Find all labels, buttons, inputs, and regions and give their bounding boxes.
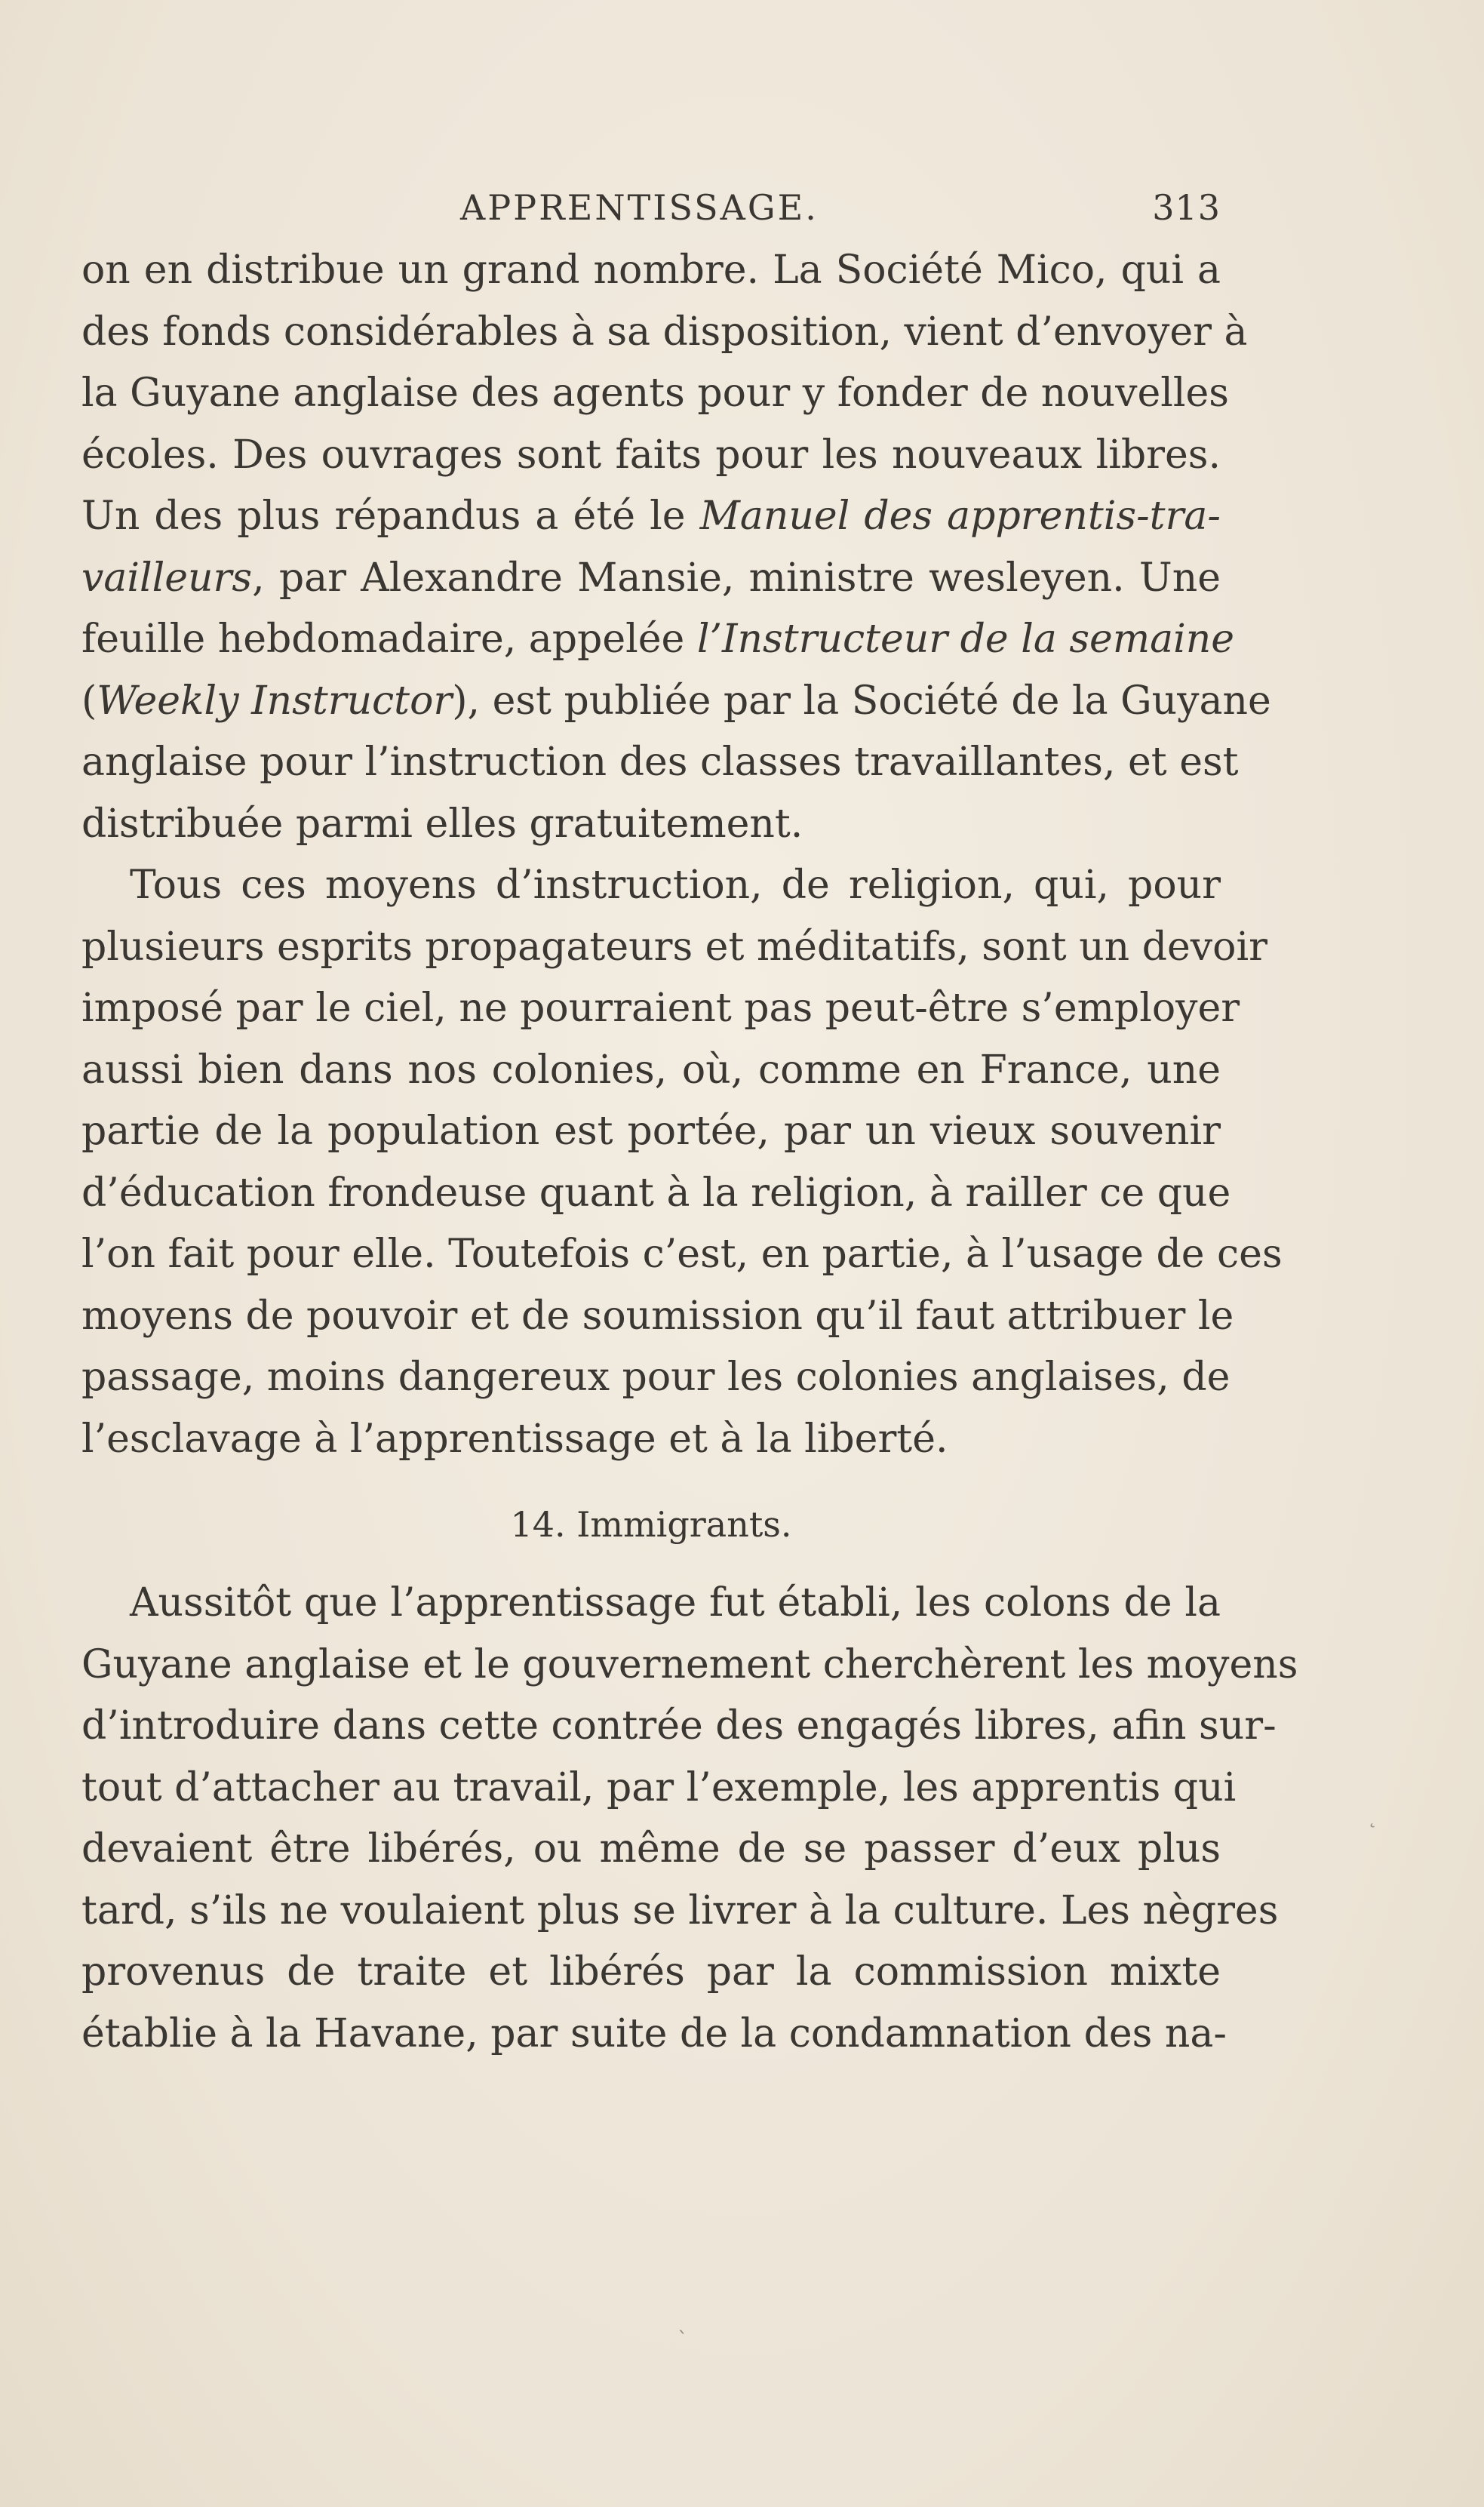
text-line: passage, moins dangereux pour les colonies anglaises, de [81, 1355, 1231, 1400]
section-heading: 14. Immigrants. [510, 1504, 792, 1545]
text-line: Guyane anglaise et le gouvernement cherchèrent les moyens [81, 1641, 1298, 1687]
italic-title: l’Instructeur de la semaine [696, 617, 1235, 662]
text-line: moyens de pouvoir et de soumission qu’il faut attribuer le [81, 1293, 1234, 1339]
paragraph-1 [81, 240, 1271, 855]
text-run: , par Alexandre Mansie, ministre wesleyen. Une [252, 555, 1221, 601]
text-line: aussi bien dans nos colonies, où, comme en France, une [81, 1047, 1221, 1093]
paper-blemish: ˎ [677, 2309, 688, 2334]
text-line: Aussitôt que l’apprentissage fut établi, les colons de la [130, 1580, 1221, 1626]
text-line: établie à la Havane, par suite de la condamnation des na- [81, 2010, 1227, 2056]
text-run: Un des plus répandus a été le [81, 494, 700, 539]
text-line: d’éducation frondeuse quant à la religion, à railler ce que [81, 1170, 1231, 1216]
text-line [81, 486, 1221, 548]
text-line: tout d’attacher au travail, par l’exemple, les apprentis qui [81, 1764, 1237, 1810]
text-line: devaient être libérés, ou même de se passer d’eux plus [81, 1826, 1221, 1872]
text-line: imposé par le ciel, ne pourraient pas peut-être s’employer [81, 986, 1240, 1031]
text-run: ), est publiée par la Société de la Guyane [452, 678, 1271, 724]
text-line: la Guyane anglaise des agents pour y fonder de nouvelles [81, 371, 1229, 416]
running-title: APPRENTISSAGE. [460, 187, 819, 228]
text-line: Tous ces moyens d’instruction, de religion, qui, pour [130, 863, 1221, 908]
paragraph-3 [81, 1573, 1298, 2065]
text-line: l’on fait pour elle. Toutefois c’est, en partie, à l’usage de ces [81, 1232, 1283, 1277]
page-header [81, 181, 1221, 234]
text-line: plusieurs esprits propagateurs et méditatifs, sont un devoir [81, 924, 1267, 970]
page-number: 313 [1152, 187, 1221, 228]
text-line [81, 671, 1271, 733]
page-body [81, 240, 1298, 2065]
text-line [81, 609, 1235, 671]
text-line: provenus de traite et libérés par la commission mixte [81, 1949, 1221, 1995]
text-run: ( [81, 678, 97, 724]
italic-title: vailleurs [81, 555, 253, 601]
text-line: anglaise pour l’instruction des classes travaillantes, et est [81, 740, 1239, 785]
text-line: partie de la population est portée, par un vieux souvenir [81, 1109, 1221, 1154]
paper-blemish: ˛ [1367, 1804, 1378, 1829]
italic-title: Manuel des apprentis-tra- [699, 494, 1221, 539]
text-run: feuille hebdomadaire, appelée [81, 617, 697, 662]
text-line: écoles. Des ouvrages sont faits pour les nouveaux libres. [81, 432, 1221, 478]
text-line: tard, s’ils ne voulaient plus se livrer à la culture. Les nègres [81, 1887, 1279, 1933]
text-line: on en distribue un grand nombre. La Société Mico, qui a [81, 248, 1221, 293]
text-line: l’esclavage à l’apprentissage et à la liberté. [81, 1416, 948, 1462]
text-line [81, 548, 1221, 610]
italic-title: Weekly Instructor [97, 678, 453, 724]
paragraph-2 [81, 855, 1283, 1470]
text-line: distribuée parmi elles gratuitement. [81, 801, 803, 847]
text-line: des fonds considérables à sa disposition, vient d’envoyer à [81, 309, 1248, 355]
text-line: d’introduire dans cette contrée des engagés libres, afin sur- [81, 1703, 1277, 1749]
